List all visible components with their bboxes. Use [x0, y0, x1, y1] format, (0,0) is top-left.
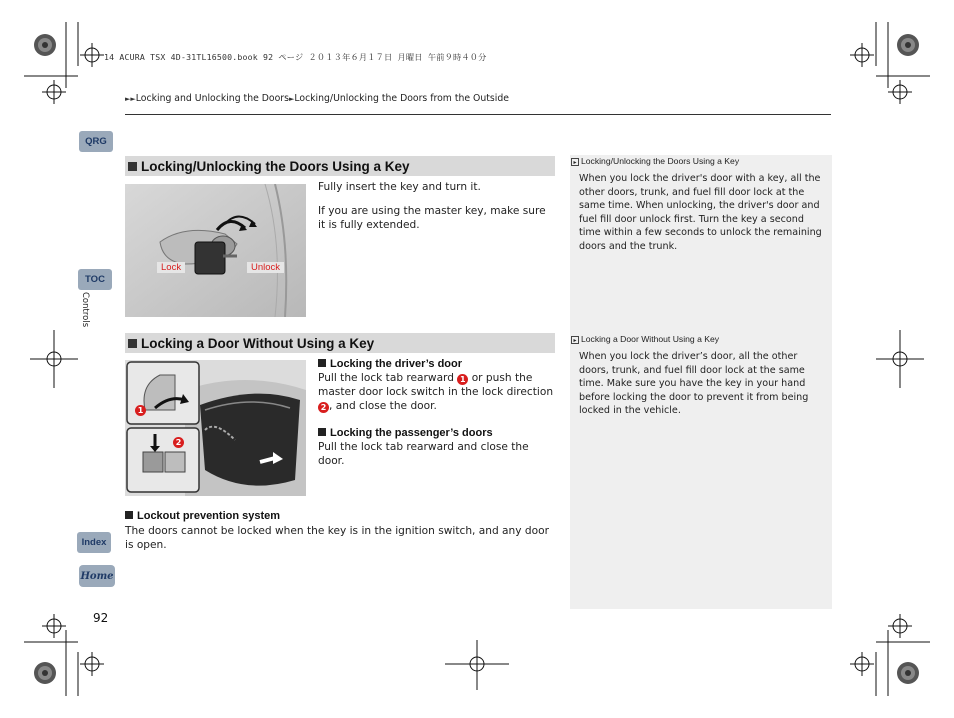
subheading-text: Locking the driver’s door — [330, 358, 463, 370]
note2-body: When you lock the driver’s door, all the other doors, trunk, and fuel fill door lock at the same time. Make sure you have the key in your hand before locking the door to prevent it from being locked in the vehicle. — [579, 351, 809, 417]
drivers-door-instruction — [318, 371, 558, 414]
key-lock-illustration — [125, 184, 306, 317]
section-heading-key-locking — [125, 156, 555, 176]
notes-sidebar — [570, 155, 832, 609]
note-reference-icon: ▸ — [571, 158, 579, 166]
breadcrumb-arrows: ►► — [125, 95, 136, 103]
header-rule — [125, 114, 831, 115]
note1-body: When you lock the driver's door with a key, all the other doors, trunk, and fuel fill door lock at the same time. When unlocking, the driver's door and fuel fill door unlock first. Turn the key a second time within a few seconds to unlock the remaining doors and the trunk. — [579, 173, 822, 252]
chapter-side-label: Controls — [80, 292, 90, 328]
note-title-text: Locking a Door Without Using a Key — [581, 334, 720, 344]
passengers-doors-instruction: Pull the lock tab rearward and close the door. — [318, 440, 529, 467]
page-number: 92 — [93, 611, 109, 625]
subheading-square-icon — [318, 359, 326, 367]
note-reference-icon: ▸ — [571, 336, 579, 344]
key-insert-instruction: Fully insert the key and turn it. — [318, 181, 481, 193]
lockout-prevention-block — [125, 510, 550, 552]
unlock-direction-label: Unlock — [247, 262, 284, 273]
qrg-tab-button[interactable]: QRG — [79, 131, 113, 152]
master-key-instruction: If you are using the master key, make sure it is fully extended. — [318, 205, 546, 232]
breadcrumb-current: Locking/Unlocking the Doors from the Outside — [294, 93, 509, 104]
print-header: 14 ACURA TSX 4D-31TL16500.book 92 ページ ２０１３年６月１７日 月曜日 午前９時４０分 — [104, 52, 487, 62]
callout-2-badge: 2 — [173, 437, 184, 448]
heading-square-icon — [128, 162, 137, 171]
breadcrumb-separator: ► — [288, 95, 295, 103]
lockout-subheading — [125, 510, 550, 522]
section-heading-without-key — [125, 333, 555, 353]
instruction-part: or push the master door lock switch in the lock direction — [318, 372, 554, 399]
breadcrumb-link-locking-unlocking[interactable]: Locking and Unlocking the Doors — [135, 93, 289, 104]
note1-title — [571, 156, 739, 166]
subheading-text: Lockout prevention system — [137, 510, 281, 522]
note2-title — [571, 334, 719, 344]
lock-direction-label: Lock — [157, 262, 185, 273]
section1-text — [318, 180, 556, 233]
passengers-doors-subheading — [318, 427, 558, 439]
note-title-text: Locking/Unlocking the Doors Using a Key — [581, 156, 740, 166]
instruction-part: , and close the door. — [329, 400, 437, 413]
callout-2-inline-badge: 2 — [318, 402, 329, 413]
section-title: Locking/Unlocking the Doors Using a Key — [141, 158, 410, 174]
key-in-door-icon — [125, 184, 306, 317]
lockout-description: The doors cannot be locked when the key is in the ignition switch, and any door is open. — [125, 525, 549, 552]
breadcrumb — [125, 93, 509, 104]
subheading-square-icon — [318, 428, 326, 436]
drivers-door-subheading — [318, 358, 558, 370]
subheading-text: Locking the passenger’s doors — [330, 426, 493, 439]
door-lock-tab-icon — [125, 360, 306, 496]
section2-text — [318, 358, 558, 468]
instruction-part: Pull the lock tab rearward — [318, 372, 454, 384]
toc-tab-button[interactable]: TOC — [78, 269, 112, 290]
callout-1-inline-badge: 1 — [457, 374, 468, 385]
section-title: Locking a Door Without Using a Key — [141, 335, 375, 351]
index-tab-button[interactable]: Index — [77, 532, 111, 553]
home-tab-button[interactable]: Home — [79, 565, 115, 587]
callout-1-badge: 1 — [135, 405, 146, 416]
door-lock-tab-illustration — [125, 360, 306, 496]
heading-square-icon — [128, 339, 137, 348]
subheading-square-icon — [125, 511, 133, 519]
